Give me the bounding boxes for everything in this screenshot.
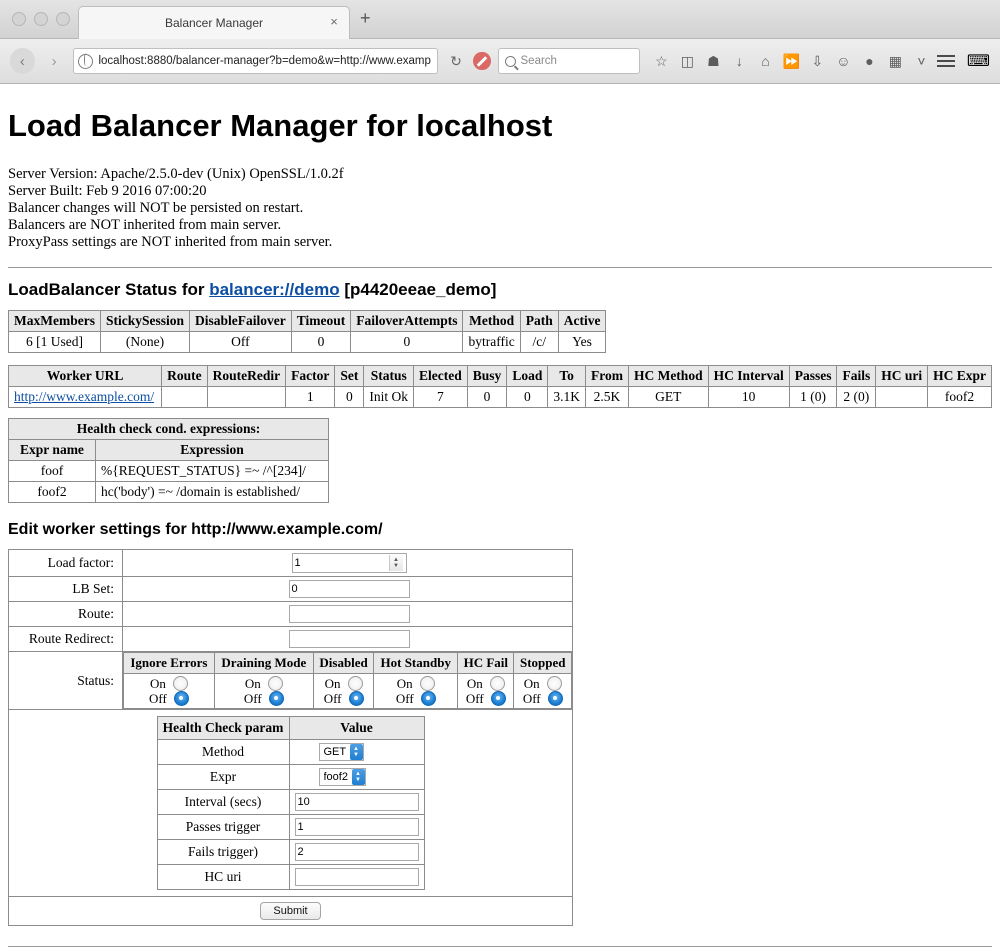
form-row-route-redirect <box>9 627 573 652</box>
reload-icon[interactable]: ↻ <box>450 52 462 69</box>
th-hc-expr: HC Expr <box>928 366 992 387</box>
radio-draining-mode-off[interactable] <box>269 691 284 706</box>
chevron-down-icon[interactable]: ˅ <box>917 53 926 69</box>
send-icon[interactable]: ⏩ <box>782 52 801 69</box>
status-table <box>123 652 572 709</box>
th-set: Set <box>335 366 364 387</box>
cell-disabled <box>313 674 374 709</box>
th-path: Path <box>520 311 558 332</box>
hc-expr-select[interactable] <box>319 768 366 786</box>
hc-uri-label: HC uri <box>157 865 289 890</box>
balancer-status-heading <box>8 280 992 300</box>
td-set: 0 <box>335 387 364 408</box>
load-factor-field[interactable] <box>292 553 407 573</box>
radio-stopped-on[interactable] <box>547 676 562 691</box>
th-hc-fail: HC Fail <box>458 653 514 674</box>
shield-icon[interactable]: ☗ <box>707 52 720 69</box>
td-hc-method: GET <box>628 387 708 408</box>
worker-table-header-row <box>9 366 992 387</box>
balancer-table <box>8 310 606 353</box>
th-hot-standby: Hot Standby <box>374 653 458 674</box>
radio-disabled-on[interactable] <box>348 676 363 691</box>
library-icon[interactable]: ▦ <box>888 52 903 69</box>
bookmark-star-icon[interactable]: ☆ <box>655 52 668 69</box>
td-timeout: 0 <box>291 332 351 353</box>
label-off: Off <box>323 691 342 706</box>
th-passes: Passes <box>789 366 837 387</box>
td-expr-name-foof2: foof2 <box>9 482 96 503</box>
browser-navbar <box>0 39 1000 83</box>
hc-method-label: Method <box>157 740 289 765</box>
table-row <box>157 815 424 840</box>
td-disablefailover: Off <box>190 332 292 353</box>
hc-uri-cell <box>289 865 424 890</box>
hc-fails-input[interactable] <box>295 843 419 861</box>
route-label: Route: <box>9 602 123 627</box>
chevron-updown-icon: ▲ ▼ <box>352 769 365 785</box>
server-built: Server Built: Feb 9 2016 07:00:20 <box>8 183 207 199</box>
hc-expr-header-row <box>9 440 329 461</box>
label-on: On <box>466 676 483 691</box>
td-method: bytraffic <box>463 332 520 353</box>
th-timeout: Timeout <box>291 311 351 332</box>
radio-stopped-off[interactable] <box>548 691 563 706</box>
td-failoverattempts: 0 <box>351 332 463 353</box>
balancer-status-suffix: [p4420eeae_demo] <box>339 280 497 299</box>
th-disablefailover: DisableFailover <box>190 311 292 332</box>
th-active: Active <box>558 311 606 332</box>
th-disabled: Disabled <box>313 653 374 674</box>
lb-set-input[interactable] <box>289 580 410 598</box>
radio-hc-fail-off[interactable] <box>491 691 506 706</box>
persist-note: Balancer changes will NOT be persisted on restart. <box>8 200 304 216</box>
td-routeredir <box>207 387 286 408</box>
minimize-window-button[interactable] <box>34 12 48 26</box>
menu-icon[interactable] <box>937 55 955 67</box>
th-fails: Fails <box>837 366 876 387</box>
table-row <box>157 790 424 815</box>
hc-expr-select-wrap[interactable] <box>319 768 366 786</box>
forward-icon[interactable]: › <box>51 52 57 70</box>
label-off: Off <box>465 691 484 706</box>
browser-titlebar <box>0 0 1000 39</box>
th-expression: Expression <box>96 440 329 461</box>
table-row <box>157 865 424 890</box>
td-route <box>162 387 208 408</box>
radio-draining-mode-on[interactable] <box>268 676 283 691</box>
td-factor: 1 <box>286 387 335 408</box>
search-input[interactable] <box>498 48 640 74</box>
search-placeholder: Search <box>520 55 557 67</box>
label-on: On <box>523 676 540 691</box>
td-load: 0 <box>507 387 548 408</box>
label-off: Off <box>149 691 167 706</box>
cell-hc-fail <box>458 674 514 709</box>
hc-interval-label: Interval (secs) <box>157 790 289 815</box>
hc-method-select-wrap[interactable] <box>319 743 364 761</box>
address-bar[interactable] <box>73 48 438 74</box>
form-row-submit <box>9 897 573 926</box>
th-from: From <box>585 366 628 387</box>
table-row <box>9 461 329 482</box>
td-maxmembers: 6 [1 Used] <box>9 332 101 353</box>
hc-expr-caption-row <box>9 419 329 440</box>
td-expr-name-foof: foof <box>9 461 96 482</box>
th-worker-url: Worker URL <box>9 366 162 387</box>
server-version: Server Version: Apache/2.5.0-dev (Unix) OpenSSL/1.0.2f <box>8 166 344 182</box>
th-stopped: Stopped <box>514 653 572 674</box>
radio-hc-fail-on[interactable] <box>490 676 505 691</box>
route-redirect-label: Route Redirect: <box>9 627 123 652</box>
hc-fails-cell <box>289 840 424 865</box>
td-hc-expr: foof2 <box>928 387 992 408</box>
hc-expr-cell <box>289 765 424 790</box>
save-page-icon[interactable]: ⇩ <box>811 52 824 69</box>
search-icon <box>505 56 516 67</box>
page-title: Load Balancer Manager for localhost <box>8 108 553 143</box>
route-input[interactable] <box>289 605 410 623</box>
th-routeredir: RouteRedir <box>207 366 286 387</box>
balancer-link[interactable]: balancer://demo <box>209 280 340 299</box>
toolbar-icons <box>653 52 930 71</box>
maximize-window-button[interactable] <box>56 12 70 26</box>
load-factor-spinner-icon[interactable]: ▲ ▼ <box>389 555 403 571</box>
load-factor-input[interactable] <box>293 555 389 571</box>
edit-worker-heading: Edit worker settings for http://www.example.com/ <box>8 521 383 538</box>
hc-fails-label: Fails trigger) <box>157 840 289 865</box>
label-on: On <box>244 676 261 691</box>
worker-table <box>8 365 992 408</box>
worker-url-link[interactable]: http://www.example.com/ <box>14 389 155 404</box>
hc-passes-label: Passes trigger <box>157 815 289 840</box>
td-from: 2.5K <box>585 387 628 408</box>
th-draining-mode: Draining Mode <box>214 653 313 674</box>
browser-menu-area <box>937 51 990 71</box>
th-busy: Busy <box>467 366 507 387</box>
label-off: Off <box>522 691 541 706</box>
status-radio-row <box>124 674 572 709</box>
th-hc-param: Health Check param <box>157 717 289 740</box>
label-on: On <box>396 676 413 691</box>
proxypass-note: ProxyPass settings are NOT inherited from main server. <box>8 234 333 250</box>
form-row-lb-set <box>9 577 573 602</box>
cell-ignore-errors <box>124 674 215 709</box>
hc-method-cell <box>289 740 424 765</box>
lb-set-label: LB Set: <box>9 577 123 602</box>
back-icon[interactable]: ‹ <box>10 48 35 74</box>
hc-passes-cell <box>289 815 424 840</box>
table-row <box>157 740 424 765</box>
table-row <box>9 332 606 353</box>
hc-expr-label: Expr <box>157 765 289 790</box>
th-status: Status <box>364 366 414 387</box>
td-expression-foof: %{REQUEST_STATUS} =~ /^[234]/ <box>96 461 329 482</box>
td-active: Yes <box>558 332 606 353</box>
keyboard-icon[interactable]: ⌨ <box>966 53 991 70</box>
cell-stopped <box>514 674 572 709</box>
new-tab-button[interactable]: + <box>360 8 371 28</box>
health-check-expressions-table <box>8 418 329 503</box>
label-off: Off <box>243 691 262 706</box>
th-ignore-errors: Ignore Errors <box>124 653 215 674</box>
cell-draining-mode <box>214 674 313 709</box>
radio-ignore-errors-off[interactable] <box>174 691 189 706</box>
health-check-param-table <box>157 716 425 890</box>
tab-close-icon[interactable]: × <box>330 14 338 29</box>
td-path: /c/ <box>520 332 558 353</box>
label-off: Off <box>395 691 414 706</box>
table-row <box>9 482 329 503</box>
th-load: Load <box>507 366 548 387</box>
th-hc-interval: HC Interval <box>708 366 789 387</box>
radio-disabled-off[interactable] <box>349 691 364 706</box>
hc-expr-caption: Health check cond. expressions: <box>9 419 329 440</box>
divider <box>8 267 992 268</box>
td-hc-uri <box>876 387 928 408</box>
hc-interval-input[interactable] <box>295 793 419 811</box>
radio-ignore-errors-on[interactable] <box>173 676 188 691</box>
globe-icon <box>78 54 93 69</box>
th-factor: Factor <box>286 366 335 387</box>
window-controls <box>12 12 70 26</box>
th-hc-uri: HC uri <box>876 366 928 387</box>
page-content <box>0 84 1000 947</box>
th-route: Route <box>162 366 208 387</box>
td-expression-foof2: hc('body') =~ /domain is established/ <box>96 482 329 503</box>
load-factor-label: Load factor: <box>9 550 123 577</box>
th-hc-value: Value <box>289 717 424 740</box>
hc-uri-input[interactable] <box>295 868 419 886</box>
smiley-icon[interactable]: ☺ <box>836 53 851 69</box>
form-row-status <box>9 652 573 710</box>
th-failoverattempts: FailoverAttempts <box>351 311 463 332</box>
balancer-status-prefix: LoadBalancer Status for <box>8 280 210 299</box>
td-stickysession: (None) <box>100 332 189 353</box>
balancer-table-header-row <box>9 311 606 332</box>
th-maxmembers: MaxMembers <box>9 311 101 332</box>
reader-icon[interactable]: ◫ <box>680 52 695 69</box>
td-elected: 7 <box>414 387 468 408</box>
radio-hot-standby-off[interactable] <box>421 691 436 706</box>
hc-passes-input[interactable] <box>295 818 419 836</box>
route-redirect-input[interactable] <box>289 630 410 648</box>
status-label: Status: <box>9 652 123 710</box>
cell-hot-standby <box>374 674 458 709</box>
chevron-updown-icon: ▲ ▼ <box>350 744 363 760</box>
hc-method-select[interactable] <box>319 743 364 761</box>
table-row <box>157 840 424 865</box>
pocket-icon[interactable]: ● <box>865 53 874 69</box>
hc-param-header-row <box>157 717 424 740</box>
th-elected: Elected <box>414 366 468 387</box>
form-row-route <box>9 602 573 627</box>
form-row-health-check <box>9 710 573 897</box>
td-hc-interval: 10 <box>708 387 789 408</box>
server-info <box>8 166 992 251</box>
th-method: Method <box>463 311 520 332</box>
tab-title: Balancer Manager <box>164 16 264 30</box>
home-icon[interactable]: ⌂ <box>761 53 770 69</box>
inherit-note: Balancers are NOT inherited from main server. <box>8 217 282 233</box>
status-header-row <box>124 653 572 674</box>
blocked-icon[interactable] <box>473 52 490 70</box>
address-bar-text: localhost:8880/balancer-manager?b=demo&w=http://www.examp <box>98 55 431 67</box>
td-passes: 1 (0) <box>789 387 837 408</box>
table-row <box>9 387 992 408</box>
label-on: On <box>149 676 166 691</box>
td-status: Init Ok <box>364 387 414 408</box>
browser-tab[interactable] <box>78 6 350 39</box>
td-busy: 0 <box>467 387 507 408</box>
th-stickysession: StickySession <box>100 311 189 332</box>
edit-worker-form <box>8 549 573 926</box>
table-row <box>157 765 424 790</box>
th-hc-method: HC Method <box>628 366 708 387</box>
td-fails: 2 (0) <box>837 387 876 408</box>
browser-chrome <box>0 0 1000 84</box>
radio-hot-standby-on[interactable] <box>420 676 435 691</box>
td-to: 3.1K <box>548 387 586 408</box>
close-window-button[interactable] <box>12 12 26 26</box>
submit-button[interactable]: Submit <box>260 902 320 920</box>
th-expr-name: Expr name <box>9 440 96 461</box>
label-on: On <box>324 676 341 691</box>
hc-interval-cell <box>289 790 424 815</box>
form-row-load-factor <box>9 550 573 577</box>
th-to: To <box>548 366 586 387</box>
download-icon[interactable]: ↓ <box>735 53 743 69</box>
